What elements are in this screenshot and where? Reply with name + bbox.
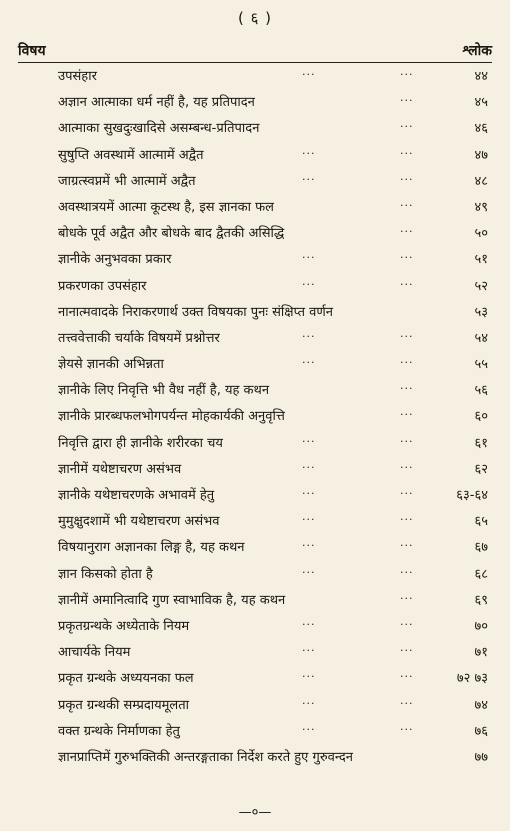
toc-row — [0, 588, 510, 614]
leader-dots: ··· — [302, 172, 316, 186]
toc-verse-number: ५३ — [474, 304, 488, 320]
toc-row — [0, 326, 510, 352]
toc-topic: अज्ञान आत्माका धर्म नहीं है, यह प्रतिपादन — [58, 95, 255, 111]
toc-header — [18, 41, 492, 63]
toc-row — [0, 274, 510, 300]
toc-topic: ज्ञानीके लिए निवृत्ति भी वैध नहीं है, यह कथन — [58, 383, 270, 399]
leader-dots: ··· — [302, 460, 316, 474]
leader-dots: ··· — [302, 722, 316, 736]
toc-verse-number: ६१ — [474, 435, 488, 451]
toc-row — [0, 719, 510, 745]
leader-dots: ··· — [302, 539, 316, 553]
subject-column-heading: विषय — [18, 43, 46, 59]
toc-topic: बोधके पूर्व अद्वैत और बोधके बाद द्वैतकी असिद्धि — [58, 226, 285, 242]
leader-dots: ··· — [302, 68, 316, 81]
toc-verse-number: ७२ ७३ — [456, 671, 488, 687]
leader-dots: ··· — [400, 591, 414, 605]
toc-row — [0, 745, 510, 771]
toc-verse-number: ६८ — [474, 566, 488, 582]
toc-topic: प्रकरणका उपसंहार — [58, 278, 147, 294]
toc-row — [0, 300, 510, 326]
toc-topic: सुषुप्ति अवस्थामें आत्मामें अद्वैत — [58, 147, 204, 163]
leader-dots: ··· — [400, 94, 414, 108]
leader-dots: ··· — [302, 146, 316, 160]
toc-row — [0, 614, 510, 640]
leader-dots: ··· — [302, 434, 316, 448]
toc-row — [0, 666, 510, 692]
leader-dots: ··· — [302, 329, 316, 343]
leader-dots: ··· — [400, 277, 414, 291]
leader-dots: ··· — [400, 198, 414, 212]
toc-row — [0, 169, 510, 195]
leader-dots: ··· — [400, 487, 414, 500]
toc-topic: जाग्रत्स्वप्नमें भी आत्मामें अद्वैत — [58, 173, 196, 189]
leader-dots: ··· — [400, 670, 414, 684]
toc-verse-number: ६९ — [474, 592, 488, 608]
toc-row — [0, 431, 510, 457]
toc-topic: वक्त ग्रन्थके निर्माणका हेतु — [58, 723, 180, 739]
toc-row — [0, 509, 510, 535]
leader-dots: ··· — [400, 146, 414, 160]
toc-topic: विषयानुराग अज्ञानका लिङ्ग है, यह कथन — [58, 540, 245, 556]
toc-verse-number: ६७ — [474, 540, 488, 556]
toc-topic: ज्ञानीके प्रारब्धफलभोगपर्यन्त मोहकार्यकी अनुवृत्ति — [58, 409, 285, 425]
toc-verse-number: ४५ — [474, 95, 488, 111]
leader-dots: ··· — [302, 356, 316, 370]
toc-row — [0, 693, 510, 719]
toc-verse-number: ७० — [474, 618, 488, 634]
toc-topic: तत्त्ववेत्ताकी चर्याके विषयमें प्रश्नोत्तर — [58, 330, 220, 346]
leader-dots: ··· — [400, 513, 414, 527]
leader-dots: ··· — [400, 251, 414, 265]
toc-row — [0, 404, 510, 430]
toc-topic: अवस्थात्रयमें आत्मा कूटस्थ है, इस ज्ञानका फल — [58, 199, 274, 215]
toc-verse-number: ६२ — [474, 461, 488, 477]
toc-row — [0, 195, 510, 221]
toc-row — [0, 352, 510, 378]
leader-dots: ··· — [302, 565, 316, 579]
toc-row — [0, 116, 510, 142]
toc-verse-number: ७६ — [474, 723, 488, 739]
toc-verse-number: ६५ — [474, 514, 488, 530]
toc-topic: उपसंहार — [58, 69, 97, 84]
leader-dots: ··· — [400, 382, 414, 396]
toc-topic: ज्ञान किसको होता है — [58, 566, 153, 582]
toc-topic: आचार्यके नियम — [58, 645, 131, 661]
leader-dots: ··· — [400, 539, 414, 553]
leader-dots: ··· — [302, 644, 316, 658]
verse-column-heading: श्लोक — [462, 43, 492, 59]
toc-verse-number: ७४ — [474, 697, 488, 713]
toc-verse-number: ६० — [474, 409, 488, 425]
toc-row — [0, 640, 510, 666]
toc-verse-number: ५४ — [474, 330, 488, 346]
leader-dots: ··· — [400, 565, 414, 579]
toc-verse-number: ४४ — [474, 69, 488, 84]
toc-row — [0, 90, 510, 116]
leader-dots: ··· — [302, 696, 316, 710]
header-rule — [18, 62, 492, 63]
toc-topic: प्रकृत ग्रन्थकी सम्प्रदायमूलता — [58, 697, 190, 713]
toc-verse-number: ४७ — [474, 147, 488, 163]
leader-dots: ··· — [400, 172, 414, 186]
toc-topic: नानात्मवादके निराकरणार्थ उक्त विषयका पुनः संक्षिप्त वर्णन — [58, 304, 333, 320]
toc-topic: ज्ञानीके अनुभवका प्रकार — [58, 252, 172, 268]
leader-dots: ··· — [302, 251, 316, 265]
leader-dots: ··· — [400, 644, 414, 658]
leader-dots: ··· — [400, 617, 414, 631]
toc-row — [0, 221, 510, 247]
toc-row — [0, 378, 510, 404]
leader-dots: ··· — [302, 670, 316, 684]
leader-dots: ··· — [400, 408, 414, 422]
end-ornament: —०— — [238, 805, 272, 820]
toc-topic: ज्ञानप्राप्तिमें गुरुभक्तिकी अन्तरङ्गताका निर्देश करते हुए गुरुवन्दन — [58, 749, 353, 765]
leader-dots: ··· — [400, 460, 414, 474]
toc-verse-number: ५० — [474, 226, 488, 242]
toc-verse-number: ७७ — [474, 749, 488, 765]
leader-dots: ··· — [302, 487, 316, 500]
leader-dots: ··· — [302, 277, 316, 291]
toc-topic: आत्माका सुखदुःखादिसे असम्बन्ध-प्रतिपादन — [58, 121, 260, 137]
toc-verse-number: ५२ — [474, 278, 488, 294]
leader-dots: ··· — [400, 68, 414, 81]
toc-verse-number: ४९ — [474, 199, 488, 215]
toc-row — [0, 143, 510, 169]
leader-dots: ··· — [302, 617, 316, 631]
toc-row — [0, 535, 510, 561]
leader-dots: ··· — [400, 696, 414, 710]
toc-topic: मुमुक्षुदशामें भी यथेष्टाचरण असंभव — [58, 514, 220, 530]
toc-topic: ज्ञानीमें यथेष्टाचरण असंभव — [58, 461, 182, 477]
toc-row — [0, 562, 510, 588]
toc-topic: प्रकृतग्रन्थके अध्येताके नियम — [58, 618, 190, 634]
toc-list — [0, 64, 510, 771]
toc-row — [0, 64, 510, 90]
toc-verse-number: ४६ — [474, 121, 488, 137]
toc-row — [0, 457, 510, 483]
toc-row — [0, 247, 510, 273]
toc-row — [0, 483, 510, 509]
toc-verse-number: ६३-६४ — [456, 488, 488, 503]
toc-verse-number: ७१ — [474, 645, 488, 661]
toc-topic: ज्ञेयसे ज्ञानकी अभिन्नता — [58, 357, 164, 373]
toc-topic: ज्ञानीमें अमानित्वादि गुण स्वाभाविक है, यह कथन — [58, 592, 286, 608]
page-number: ( ६ ) — [237, 9, 273, 27]
toc-verse-number: ४८ — [474, 173, 488, 189]
toc-verse-number: ५१ — [474, 252, 488, 268]
toc-topic: ज्ञानीके यथेष्टाचरणके अभावमें हेतु — [58, 488, 215, 503]
leader-dots: ··· — [400, 225, 414, 239]
leader-dots: ··· — [400, 434, 414, 448]
toc-topic: प्रकृत ग्रन्थके अध्ययनका फल — [58, 671, 194, 687]
leader-dots: ··· — [400, 120, 414, 134]
leader-dots: ··· — [400, 356, 414, 370]
toc-verse-number: ५५ — [474, 357, 488, 373]
leader-dots: ··· — [400, 722, 414, 736]
toc-verse-number: ५६ — [474, 383, 488, 399]
toc-topic: निवृत्ति द्वारा ही ज्ञानीके शरीरका चय — [58, 435, 223, 451]
leader-dots: ··· — [400, 329, 414, 343]
leader-dots: ··· — [302, 513, 316, 527]
